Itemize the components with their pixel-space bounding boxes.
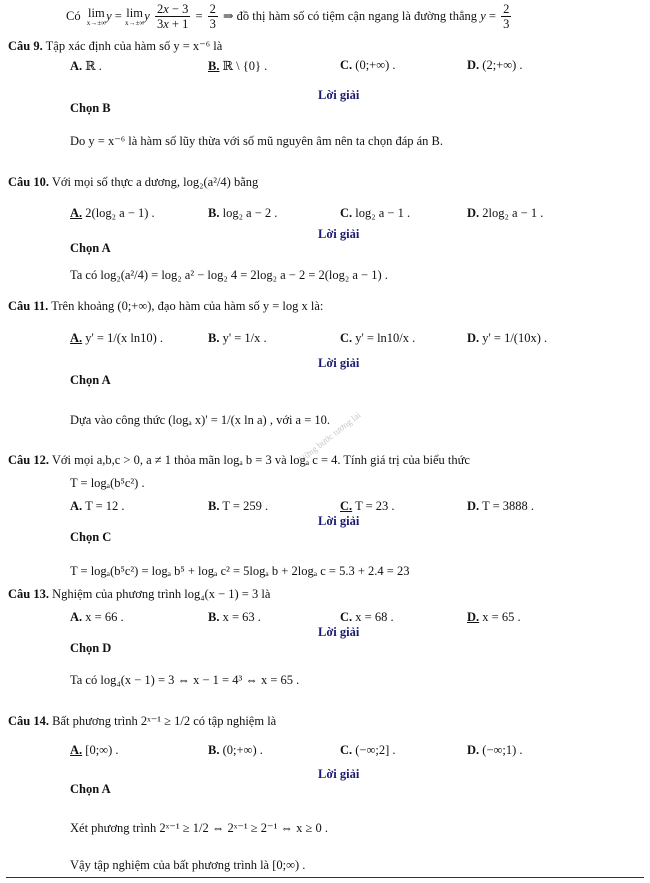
q10-option-a[interactable]: A. 2(log₂ a − 1) .	[70, 206, 155, 220]
q12-option-c[interactable]: C. T = 23 .	[340, 499, 395, 513]
q9-option-b[interactable]: B. ℝ \ {0} .	[208, 59, 268, 73]
q9-option-c[interactable]: C. (0;+∞) .	[340, 58, 396, 72]
q9-choice: Chọn B	[70, 101, 111, 115]
q11-solution-heading: Lời giải	[318, 356, 360, 370]
q12-option-b[interactable]: B. T = 259 .	[208, 499, 269, 513]
q12-option-d[interactable]: D. T = 3888 .	[467, 499, 535, 513]
q9-option-d[interactable]: D. (2;+∞) .	[467, 58, 523, 72]
q9-solution-heading: Lời giải	[318, 88, 360, 102]
question-14-label: Câu 14.	[8, 714, 49, 728]
q9-option-a[interactable]: A. ℝ .	[70, 59, 102, 73]
q13-solution-heading: Lời giải	[318, 625, 360, 639]
q10-option-c[interactable]: C. log₂ a − 1 .	[340, 206, 411, 220]
limit-line: Có lim x→±∞ y = lim x→±∞ y $\frac{2x - 3}{3x + 1}$ = $\frac{2}{3}$ ⇒ đồ thị hàm số có tiệm cận ngang là đường thẳng y = $\frac{2}{3}$	[66, 2, 510, 32]
q13-explanation: Ta có log₄(x − 1) = 3 ⇔ x − 1 = 4³ ⇔ x = 65 .	[70, 673, 300, 687]
q14-option-c[interactable]: C. (−∞;2] .	[340, 743, 396, 757]
q14-option-b[interactable]: B. (0;+∞) .	[208, 743, 263, 757]
question-9-text: Tập xác định của hàm số y = x⁻⁶ là	[45, 39, 223, 53]
question-11-label: Câu 11.	[8, 299, 49, 313]
q12-explanation: T = logₐ(b⁵c²) = logₐ b⁵ + logₐ c² = 5logₐ b + 2logₐ c = 5.3 + 2.4 = 23	[70, 564, 410, 578]
question-13-text: Nghiệm của phương trình log₄(x − 1) = 3 là	[52, 587, 271, 601]
q12-option-a[interactable]: A. T = 12 .	[70, 499, 125, 513]
q14-explanation: Xét phương trình 2ˣ⁻¹ ≥ 1/2 ⇔ 2ˣ⁻¹ ≥ 2⁻¹ ⇔ x ≥ 0 .	[70, 821, 328, 835]
q9-explanation: Do y = x⁻⁶ là hàm số lũy thừa với số mũ nguyên âm nên ta chọn đáp án B.	[70, 134, 443, 148]
question-12-label: Câu 12.	[8, 453, 49, 467]
question-11-text: Trên khoảng (0;+∞), đạo hàm của hàm số y = log x là:	[51, 299, 324, 313]
question-14-text: Bất phương trình 2ˣ⁻¹ ≥ 1/2 có tập nghiệm là	[52, 714, 277, 728]
q13-option-a[interactable]: A. x = 66 .	[70, 610, 124, 624]
q11-choice: Chọn A	[70, 373, 111, 387]
question-13-label: Câu 13.	[8, 587, 49, 601]
bottom-rule	[6, 877, 644, 878]
question-13	[8, 587, 270, 602]
q14-conclusion: Vậy tập nghiệm của bất phương trình là [0;∞) .	[70, 858, 306, 872]
question-12-text-2: T = logₐ(b⁵c²) .	[70, 476, 145, 490]
q12-solution-heading: Lời giải	[318, 514, 360, 528]
q10-explanation: Ta có log₂(a²/4) = log₂ a² − log₂ 4 = 2log₂ a − 2 = 2(log₂ a − 1) .	[70, 268, 388, 282]
watermark: Vững bước tương lai	[296, 409, 363, 465]
q12-choice: Chọn C	[70, 530, 112, 544]
q14-option-d[interactable]: D. (−∞;1) .	[467, 743, 523, 757]
question-10	[8, 175, 258, 190]
question-12	[8, 453, 470, 468]
limit-pre: Có	[66, 8, 81, 23]
question-11	[8, 299, 323, 314]
question-12-text: Với mọi a,b,c > 0, a ≠ 1 thỏa mãn logₐ b = 3 và logₐ c = 4. Tính giá trị của biểu thức	[51, 453, 470, 467]
question-9	[8, 38, 222, 54]
q13-option-b[interactable]: B. x = 63 .	[208, 610, 261, 624]
limit-mid: ⇒ đồ thị hàm số có tiệm cận ngang là đường thẳng	[223, 8, 478, 23]
q13-choice: Chọn D	[70, 641, 112, 655]
q10-option-b[interactable]: B. log₂ a − 2 .	[208, 206, 278, 220]
q13-option-c[interactable]: C. x = 68 .	[340, 610, 394, 624]
question-14	[8, 713, 276, 729]
q10-option-d[interactable]: D. 2log₂ a − 1 .	[467, 206, 544, 220]
q11-option-b[interactable]: B. y' = 1/x .	[208, 331, 267, 345]
q10-solution-heading: Lời giải	[318, 227, 360, 241]
question-9-label: Câu 9.	[8, 39, 43, 53]
q10-choice: Chọn A	[70, 241, 111, 255]
q13-option-d[interactable]: D. x = 65 .	[467, 610, 521, 624]
q11-explanation: Dựa vào công thức (logₐ x)' = 1/(x ln a) , với a = 10.	[70, 413, 331, 427]
q11-option-a[interactable]: A. y' = 1/(x ln10) .	[70, 331, 163, 345]
question-10-text: Với mọi số thực a dương, log₂(a²/4) bằng	[51, 175, 259, 189]
q11-option-d[interactable]: D. y' = 1/(10x) .	[467, 331, 548, 345]
q14-option-a[interactable]: A. [0;∞) .	[70, 743, 119, 757]
q14-solution-heading: Lời giải	[318, 767, 360, 781]
q11-option-c[interactable]: C. y' = ln10/x .	[340, 331, 416, 345]
q14-choice: Chọn A	[70, 782, 111, 796]
question-10-label: Câu 10.	[8, 175, 49, 189]
